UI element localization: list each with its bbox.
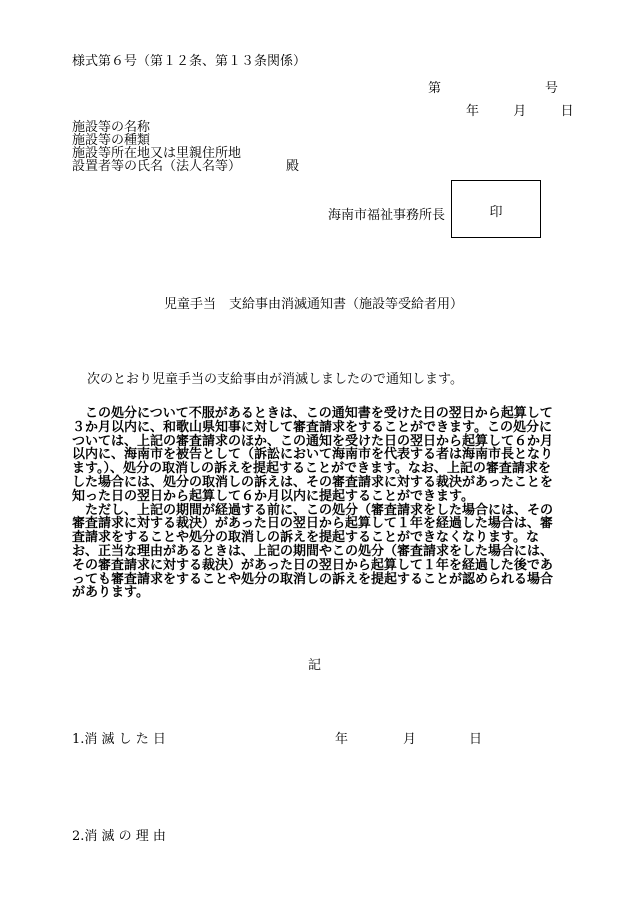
honorific: 殿 [286,159,300,174]
addressee-line-1: 施設等の名称 [72,120,151,135]
document-date [466,100,574,119]
issuer-name: 海南市福祉事務所長 [328,208,446,223]
appeal-paragraph-1: この処分について不服があるときは、この通知書を受けた日の翌日から起算して３か月以内に、和歌山県知事に対して審査請求をすることができます。この処分については、上記の審査請求のほか、この通知を受けた日の翌日から起算して６か月以内に、海南市を被告として（訴訟において海南市を代表する者は海南市長となります。）、処分の取消しの訴えを提起することができます。なお、上記の審査請求をした場合には、処分の取消しの訴えは、その審査請求に対する裁決があったことを知った日の翌日から起算して６か月以内に提起することができます。 [72,406,554,504]
date-year: 年 [466,104,480,119]
number-suffix: 号 [544,81,558,96]
addressee-line-2: 施設等の種類 [72,133,151,148]
appeal-paragraph-2: ただし、上記の期間が経過する前に、この処分（審査請求をした場合には、その審査請求に対する裁決）があった日の翌日から起算して１年を経過した場合は、審査請求をすることや処分の取消しの訴えを提起することができなくなります。なお、正当な理由があるときは、上記の期間やこの処分（審査請求をした場合には、その審査請求に対する裁決）があった日の翌日から起算して１年を経過した後であっても審査請求をすることや処分の取消しの訴えを提起することが認められる場合があります。 [72,502,554,601]
addressee-line-4: 設置者等の氏名（法人名等） [72,159,242,174]
seal-box [451,180,541,238]
item-2-label: 2.消 滅 の 理 由 [72,829,166,844]
seal-label: 印 [489,205,503,220]
addressee-block [72,120,300,174]
intro-text: 次のとおり児童手当の支給事由が消滅しましたので通知します。 [87,372,463,387]
item-1-month: 月 [403,732,417,747]
item-1-label: 1.消 滅 し た 日 [72,732,166,747]
document-title: 児童手当 支給事由消滅通知書（施設等受給者用） [164,297,464,312]
form-number: 様式第６号（第１２条、第１３条関係） [72,54,307,69]
ki-heading: 記 [308,658,322,673]
addressee-line-3: 施設等所在地又は里親住所地 [72,146,242,161]
date-month: 月 [513,104,527,119]
item-1-year: 年 [335,732,349,747]
number-prefix: 第 [428,81,442,96]
date-day: 日 [560,104,574,119]
appeal-notice [72,407,560,600]
item-1-day: 日 [469,732,483,747]
